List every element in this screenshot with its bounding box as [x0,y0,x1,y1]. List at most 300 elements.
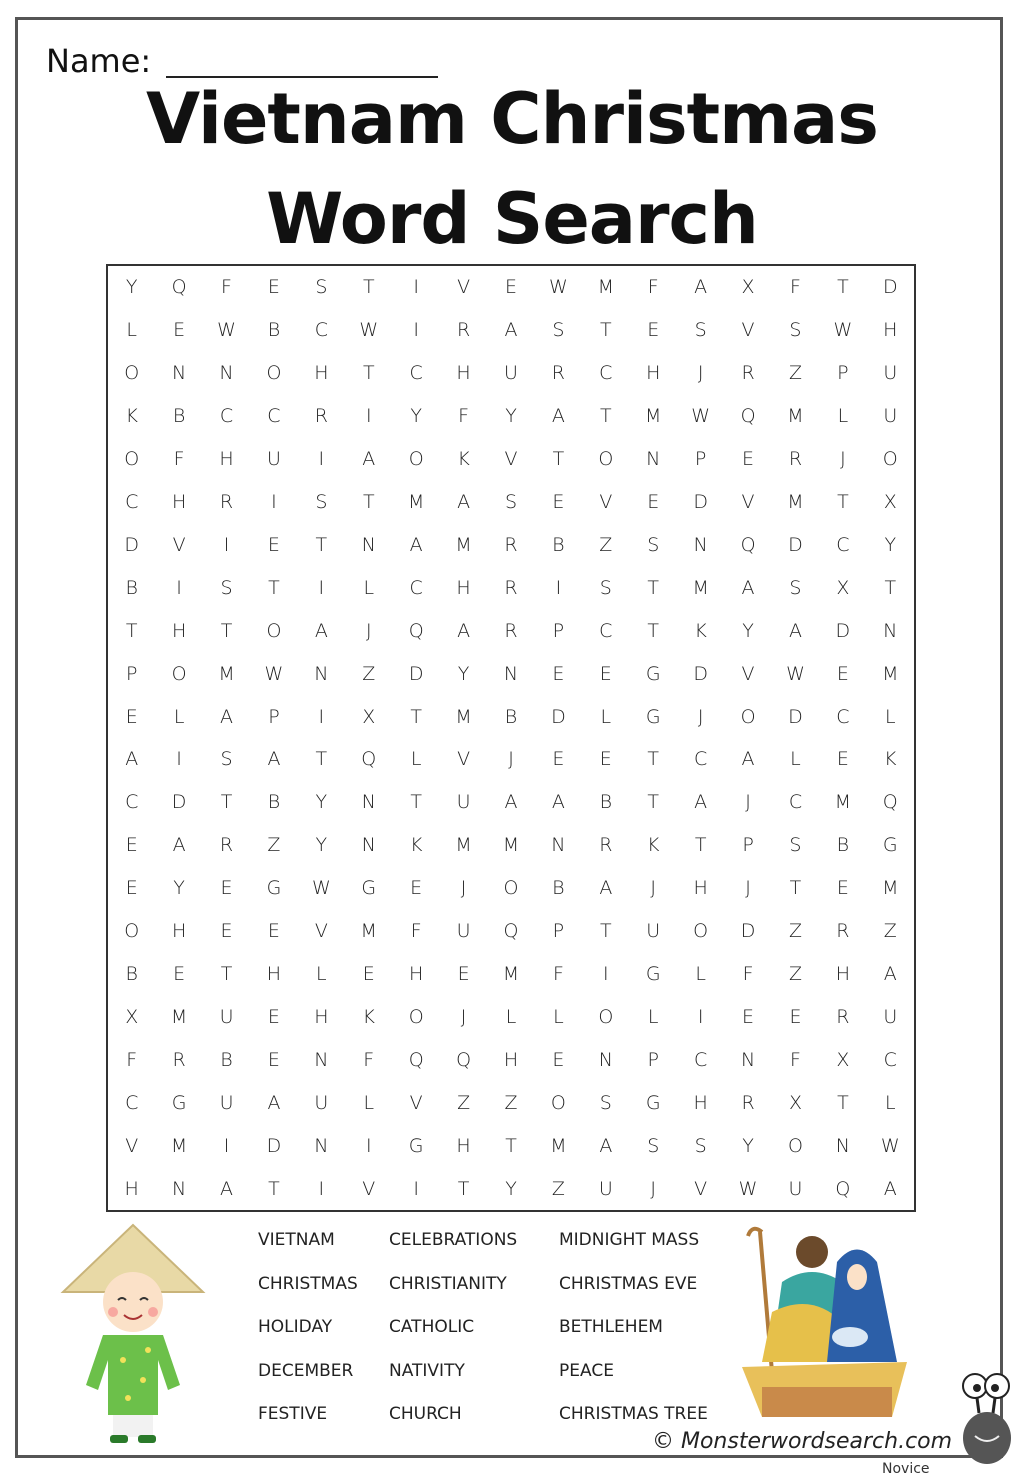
grid-letter[interactable]: Y [173,877,185,900]
grid-letter[interactable]: V [741,662,755,685]
grid-letter[interactable]: M [455,834,472,857]
grid-letter[interactable]: Q [171,276,187,299]
grid-letter[interactable]: E [267,276,280,299]
grid-letter[interactable]: I [603,962,609,985]
grid-letter[interactable]: C [599,362,613,385]
grid-letter[interactable]: O [124,362,140,385]
grid-letter[interactable]: A [125,748,139,771]
grid-letter[interactable]: U [314,1091,329,1114]
grid-letter[interactable]: O [598,1005,614,1028]
grid-letter[interactable]: J [508,748,514,771]
grid-letter[interactable]: M [502,962,520,985]
grid-letter[interactable]: D [124,533,140,556]
grid-letter[interactable]: E [836,662,849,685]
grid-letter[interactable]: U [504,362,518,385]
grid-letter[interactable]: K [362,1005,375,1028]
grid-letter[interactable]: F [173,448,185,471]
grid-letter[interactable]: O [550,1091,566,1114]
grid-letter[interactable]: N [646,448,661,471]
grid-letter[interactable]: A [172,834,186,857]
grid-letter[interactable]: O [408,448,424,471]
grid-letter[interactable]: U [456,791,471,814]
grid-letter[interactable]: D [788,705,803,728]
grid-letter[interactable]: D [835,619,851,642]
grid-letter[interactable]: H [219,448,234,471]
grid-letter[interactable]: M [218,662,235,685]
grid-letter[interactable]: V [457,748,471,771]
grid-letter[interactable]: P [268,705,280,728]
grid-letter[interactable]: A [220,1177,234,1200]
grid-letter[interactable]: A [504,791,518,814]
grid-letter[interactable]: R [219,490,234,513]
grid-letter[interactable]: S [647,533,660,556]
grid-letter[interactable]: S [599,1091,612,1114]
grid-letter[interactable]: T [789,877,802,900]
grid-letter[interactable]: P [552,619,565,642]
grid-letter[interactable]: E [410,877,423,900]
grid-letter[interactable]: L [126,319,137,342]
grid-letter[interactable]: N [172,362,187,385]
grid-letter[interactable]: D [882,276,898,299]
grid-letter[interactable]: E [457,962,470,985]
grid-letter[interactable]: D [266,1134,282,1157]
grid-letter[interactable]: L [790,748,801,771]
grid-letter[interactable]: E [267,1005,280,1028]
grid-letter[interactable]: D [551,705,566,728]
grid-letter[interactable]: L [173,705,185,728]
grid-letter[interactable]: N [503,662,519,685]
grid-letter[interactable]: U [883,362,898,385]
grid-letter[interactable]: B [836,834,850,857]
grid-letter[interactable]: G [645,662,661,685]
grid-letter[interactable]: T [268,1177,280,1200]
grid-letter[interactable]: Q [740,533,756,556]
grid-letter[interactable]: J [650,1177,657,1200]
grid-letter[interactable]: M [597,276,615,299]
grid-letter[interactable]: X [125,1005,139,1028]
grid-letter[interactable]: B [504,705,518,728]
grid-letter[interactable]: L [695,962,706,985]
grid-letter[interactable]: M [787,490,804,513]
grid-letter[interactable]: V [172,533,186,556]
grid-letter[interactable]: D [171,791,187,814]
grid-letter[interactable]: Y [742,1134,754,1157]
grid-letter[interactable]: U [219,1091,234,1114]
grid-letter[interactable]: E [552,748,565,771]
grid-letter[interactable]: T [837,1091,849,1114]
grid-letter[interactable]: X [788,1091,802,1114]
grid-letter[interactable]: T [647,619,660,642]
grid-letter[interactable]: F [789,1048,801,1071]
grid-letter[interactable]: A [457,619,471,642]
grid-letter[interactable]: A [599,1134,613,1157]
grid-letter[interactable]: C [694,748,708,771]
grid-letter[interactable]: H [171,619,187,642]
grid-letter[interactable]: O [266,619,282,642]
grid-letter[interactable]: C [836,533,850,556]
grid-letter[interactable]: X [362,705,376,728]
grid-letter[interactable]: L [316,962,327,985]
grid-letter[interactable]: D [408,662,424,685]
grid-letter[interactable]: H [314,1005,329,1028]
grid-letter[interactable]: R [836,1005,850,1028]
grid-letter[interactable]: H [456,1134,471,1157]
grid-letter[interactable]: X [836,576,850,599]
grid-letter[interactable]: C [314,319,328,342]
grid-letter[interactable]: I [413,1177,419,1200]
grid-letter[interactable]: Z [883,920,897,943]
grid-letter[interactable]: M [502,834,520,857]
grid-letter[interactable]: L [837,405,849,428]
grid-letter[interactable]: E [552,662,565,685]
grid-letter[interactable]: V [694,1177,708,1200]
grid-letter[interactable]: L [363,576,375,599]
grid-letter[interactable]: G [645,705,661,728]
grid-letter[interactable]: S [315,276,328,299]
grid-letter[interactable]: O [124,920,140,943]
grid-letter[interactable]: Y [125,276,138,299]
grid-letter[interactable]: T [410,705,422,728]
grid-letter[interactable]: T [410,791,422,814]
grid-letter[interactable]: R [456,319,471,342]
grid-letter[interactable]: T [884,576,897,599]
grid-letter[interactable]: F [363,1048,375,1071]
grid-letter[interactable]: H [693,1091,708,1114]
grid-letter[interactable]: N [883,619,898,642]
grid-letter[interactable]: K [884,748,897,771]
grid-letter[interactable]: N [361,834,376,857]
grid-letter[interactable]: N [172,1177,187,1200]
grid-letter[interactable]: R [741,1091,755,1114]
grid-letter[interactable]: G [645,1091,661,1114]
grid-letter[interactable]: K [694,619,707,642]
grid-letter[interactable]: A [220,705,234,728]
grid-letter[interactable]: O [740,705,756,728]
grid-letter[interactable]: D [693,662,708,685]
grid-letter[interactable]: U [883,1005,898,1028]
grid-letter[interactable]: B [599,791,613,814]
grid-letter[interactable]: N [314,1048,329,1071]
grid-letter[interactable]: J [745,877,751,900]
grid-letter[interactable]: L [884,705,896,728]
grid-letter[interactable]: J [650,877,657,900]
grid-letter[interactable]: G [171,1091,187,1114]
grid-letter[interactable]: O [171,662,187,685]
grid-letter[interactable]: I [318,576,325,599]
grid-letter[interactable]: F [410,920,422,943]
grid-letter[interactable]: R [599,834,613,857]
grid-letter[interactable]: Z [267,834,281,857]
grid-letter[interactable]: N [314,1134,329,1157]
grid-letter[interactable]: V [599,490,613,513]
grid-letter[interactable]: A [314,619,328,642]
grid-letter[interactable]: V [741,319,755,342]
grid-letter[interactable]: P [647,1048,659,1071]
grid-letter[interactable]: J [460,1005,467,1028]
grid-letter[interactable]: S [647,1134,660,1157]
grid-letter[interactable]: C [599,619,613,642]
grid-letter[interactable]: T [362,276,375,299]
grid-letter[interactable]: S [599,576,612,599]
grid-letter[interactable]: I [365,405,372,428]
grid-letter[interactable]: L [363,1091,375,1114]
grid-letter[interactable]: S [552,319,565,342]
grid-letter[interactable]: W [359,319,379,342]
grid-letter[interactable]: R [551,362,565,385]
grid-letter[interactable]: Z [362,662,376,685]
grid-letter[interactable]: E [125,834,138,857]
grid-letter[interactable]: N [219,362,234,385]
grid-letter[interactable]: Z [457,1091,471,1114]
grid-letter[interactable]: I [318,705,325,728]
grid-letter[interactable]: T [837,490,849,513]
grid-letter[interactable]: E [220,877,233,900]
grid-letter[interactable]: M [170,1134,188,1157]
grid-letter[interactable]: Z [599,533,613,556]
grid-letter[interactable]: A [883,962,897,985]
grid-letter[interactable]: E [836,748,849,771]
grid-letter[interactable]: C [788,791,803,814]
grid-letter[interactable]: R [219,834,234,857]
grid-letter[interactable]: T [600,405,612,428]
grid-letter[interactable]: B [125,576,138,599]
grid-letter[interactable]: Z [504,1091,518,1114]
grid-letter[interactable]: B [552,877,565,900]
grid-letter[interactable]: W [880,1134,900,1157]
grid-letter[interactable]: D [740,920,756,943]
grid-letter[interactable]: O [503,877,519,900]
grid-letter[interactable]: H [409,962,424,985]
grid-letter[interactable]: F [742,962,754,985]
grid-letter[interactable]: A [267,1091,281,1114]
grid-letter[interactable]: M [550,1134,567,1157]
grid-letter[interactable]: E [220,920,233,943]
grid-letter[interactable]: V [362,1177,376,1200]
grid-letter[interactable]: W [311,877,331,900]
grid-letter[interactable]: A [409,533,423,556]
grid-letter[interactable]: R [172,1048,186,1071]
grid-letter[interactable]: S [220,576,233,599]
grid-letter[interactable]: I [271,490,277,513]
grid-letter[interactable]: J [460,877,467,900]
grid-letter[interactable]: J [365,619,372,642]
grid-letter[interactable]: B [267,319,281,342]
grid-letter[interactable]: N [361,533,376,556]
grid-letter[interactable]: Z [788,962,802,985]
grid-letter[interactable]: T [837,276,849,299]
grid-letter[interactable]: L [647,1005,659,1028]
grid-letter[interactable]: H [171,920,187,943]
grid-letter[interactable]: Y [742,619,754,642]
grid-letter[interactable]: K [409,834,423,857]
grid-letter[interactable]: Y [457,662,470,685]
grid-letter[interactable]: T [220,791,233,814]
grid-letter[interactable]: Y [315,834,328,857]
grid-letter[interactable]: P [837,362,849,385]
grid-letter[interactable]: Q [835,1177,851,1200]
grid-letter[interactable]: A [741,576,755,599]
grid-letter[interactable]: Q [882,791,898,814]
grid-letter[interactable]: R [504,533,518,556]
grid-letter[interactable]: M [692,576,709,599]
grid-letter[interactable]: W [691,405,711,428]
grid-letter[interactable]: I [176,576,182,599]
grid-letter[interactable]: T [505,1134,517,1157]
grid-letter[interactable]: J [697,362,704,385]
grid-letter[interactable]: U [598,1177,613,1200]
grid-letter[interactable]: G [882,834,898,857]
grid-letter[interactable]: F [126,1048,138,1071]
grid-letter[interactable]: C [125,490,139,513]
grid-letter[interactable]: C [883,1048,897,1071]
grid-letter[interactable]: E [267,1048,280,1071]
grid-letter[interactable]: N [361,791,376,814]
grid-letter[interactable]: Q [503,920,519,943]
grid-letter[interactable]: U [883,405,898,428]
grid-letter[interactable]: H [646,362,661,385]
grid-letter[interactable]: M [882,877,899,900]
grid-letter[interactable]: O [598,448,614,471]
grid-letter[interactable]: V [457,276,471,299]
grid-letter[interactable]: L [505,1005,517,1028]
grid-letter[interactable]: H [835,962,851,985]
grid-letter[interactable]: H [266,962,282,985]
grid-letter[interactable]: C [836,705,850,728]
grid-letter[interactable]: M [882,662,899,685]
grid-letter[interactable]: T [457,1177,470,1200]
grid-letter[interactable]: I [413,319,419,342]
grid-letter[interactable]: T [125,619,138,642]
grid-letter[interactable]: V [125,1134,139,1157]
grid-letter[interactable]: O [266,362,282,385]
grid-letter[interactable]: C [125,1091,139,1114]
grid-letter[interactable]: O [787,1134,803,1157]
grid-letter[interactable]: B [267,791,281,814]
grid-letter[interactable]: Q [456,1048,472,1071]
grid-letter[interactable]: V [409,1091,423,1114]
grid-letter[interactable]: A [362,448,376,471]
grid-letter[interactable]: T [647,576,660,599]
grid-letter[interactable]: O [408,1005,424,1028]
grid-letter[interactable]: E [173,319,186,342]
grid-letter[interactable]: D [788,533,803,556]
grid-letter[interactable]: T [647,748,660,771]
grid-letter[interactable]: E [836,877,849,900]
grid-letter[interactable]: R [788,448,803,471]
grid-letter[interactable]: W [738,1177,758,1200]
grid-letter[interactable]: C [409,362,423,385]
grid-letter[interactable]: R [504,619,518,642]
grid-letter[interactable]: W [549,276,568,299]
grid-letter[interactable]: O [882,448,898,471]
grid-letter[interactable]: C [219,405,234,428]
grid-letter[interactable]: G [266,877,282,900]
grid-letter[interactable]: B [172,405,186,428]
grid-letter[interactable]: V [314,920,328,943]
letter-grid[interactable] [106,264,916,1212]
grid-letter[interactable]: N [740,1048,756,1071]
grid-letter[interactable]: S [789,834,802,857]
grid-letter[interactable]: M [407,490,425,513]
grid-letter[interactable]: X [836,1048,850,1071]
grid-letter[interactable]: U [456,920,471,943]
grid-letter[interactable]: C [125,791,139,814]
grid-letter[interactable]: P [125,662,138,685]
grid-letter[interactable]: E [552,1048,565,1071]
grid-letter[interactable]: S [694,319,707,342]
grid-letter[interactable]: N [835,1134,850,1157]
grid-letter[interactable]: S [694,1134,707,1157]
grid-letter[interactable]: I [365,1134,372,1157]
grid-letter[interactable]: C [694,1048,708,1071]
grid-letter[interactable]: E [599,662,612,685]
grid-letter[interactable]: G [645,962,661,985]
grid-letter[interactable]: E [125,705,138,728]
grid-letter[interactable]: H [883,319,898,342]
grid-letter[interactable]: A [883,1177,897,1200]
grid-letter[interactable]: I [413,276,419,299]
grid-letter[interactable]: E [504,276,517,299]
grid-letter[interactable]: Y [410,405,422,428]
grid-letter[interactable]: M [360,920,377,943]
grid-letter[interactable]: Y [884,533,897,556]
grid-letter[interactable]: U [646,920,661,943]
grid-letter[interactable]: Q [408,619,424,642]
grid-letter[interactable]: U [266,448,281,471]
grid-letter[interactable]: Y [505,1177,517,1200]
grid-letter[interactable]: J [745,791,751,814]
grid-letter[interactable]: Q [408,1048,424,1071]
grid-letter[interactable]: S [504,490,518,513]
grid-letter[interactable]: K [646,834,660,857]
grid-letter[interactable]: E [552,490,565,513]
grid-letter[interactable]: W [786,662,805,685]
grid-letter[interactable]: A [457,490,471,513]
grid-letter[interactable]: L [600,705,612,728]
grid-letter[interactable]: H [503,1048,519,1071]
grid-letter[interactable]: E [647,319,660,342]
grid-letter[interactable]: W [217,319,236,342]
grid-letter[interactable]: T [220,619,233,642]
grid-letter[interactable]: Z [788,920,802,943]
grid-letter[interactable]: M [455,533,472,556]
grid-letter[interactable]: I [318,1177,325,1200]
grid-letter[interactable]: Q [361,748,377,771]
grid-letter[interactable]: K [125,405,138,428]
grid-letter[interactable]: L [410,748,422,771]
grid-letter[interactable]: F [458,405,470,428]
grid-letter[interactable]: H [456,576,471,599]
grid-letter[interactable]: U [219,1005,234,1028]
grid-letter[interactable]: N [693,533,708,556]
grid-letter[interactable]: D [693,490,708,513]
grid-letter[interactable]: N [551,834,566,857]
grid-letter[interactable]: T [552,448,565,471]
grid-letter[interactable]: U [788,1177,803,1200]
grid-letter[interactable]: T [362,362,375,385]
grid-letter[interactable]: M [455,705,472,728]
grid-letter[interactable]: F [552,962,564,985]
grid-letter[interactable]: E [599,748,612,771]
grid-letter[interactable]: I [555,576,562,599]
grid-letter[interactable]: L [553,1005,564,1028]
grid-letter[interactable]: B [552,533,565,556]
grid-letter[interactable]: E [742,1005,755,1028]
grid-letter[interactable]: I [223,533,230,556]
grid-letter[interactable]: Z [551,1177,565,1200]
grid-letter[interactable]: E [647,490,660,513]
grid-letter[interactable]: H [124,1177,139,1200]
